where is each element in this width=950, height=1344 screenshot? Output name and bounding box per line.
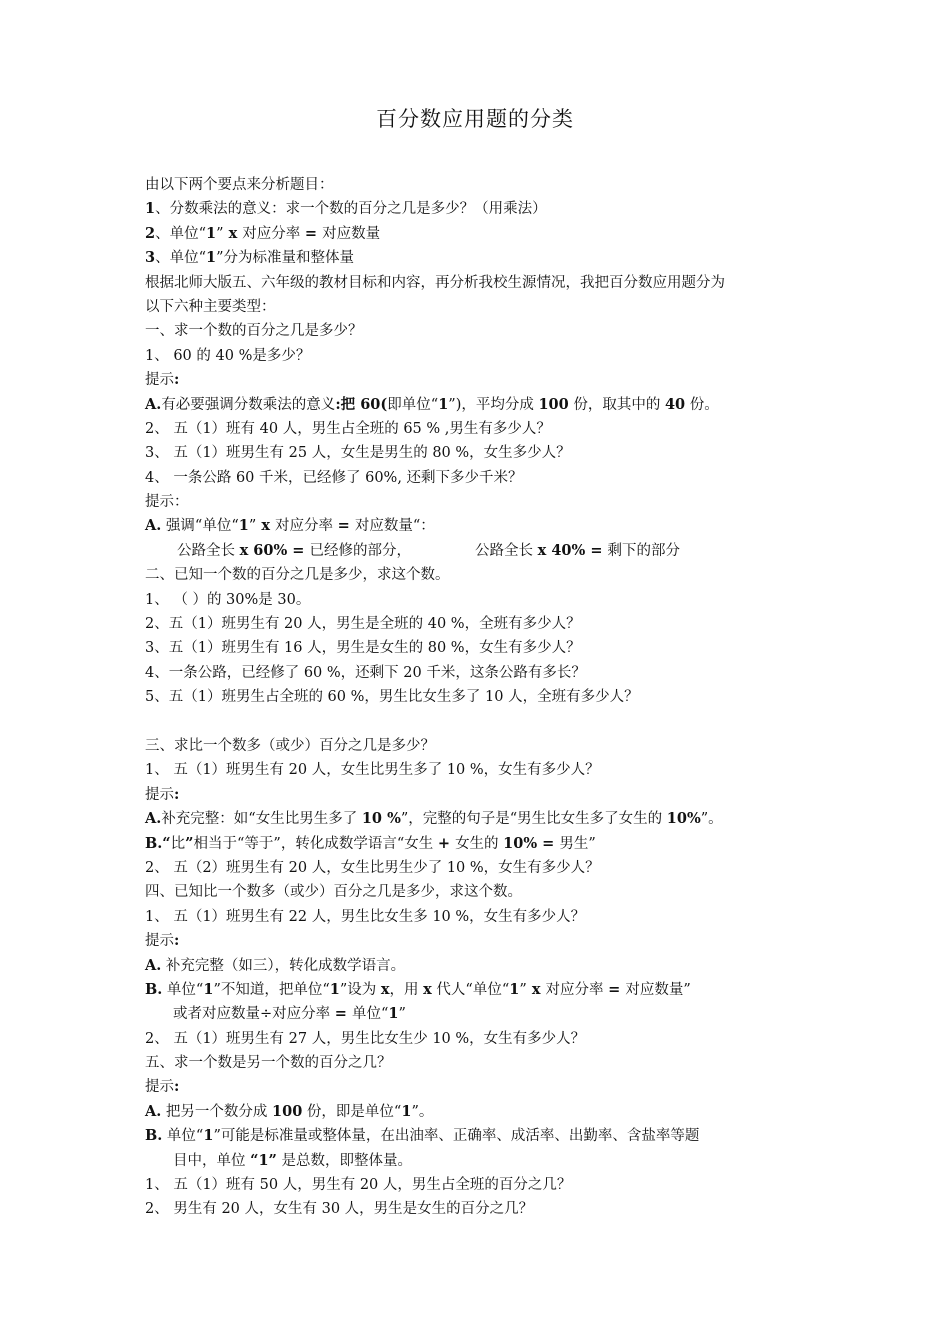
text-run: +: [437, 834, 456, 852]
text-run: B.“: [145, 834, 171, 852]
document-body: [145, 173, 825, 1222]
text-run: 1: [509, 980, 520, 998]
text-run: :把 60(: [335, 395, 388, 413]
text-run: =: [304, 224, 323, 242]
text-run: =: [334, 1005, 352, 1023]
text-run: ”。: [411, 1103, 434, 1120]
text-run: 、单位“: [155, 225, 207, 242]
text-run: 1: [206, 224, 217, 242]
key-point-2: [145, 222, 825, 246]
section-1-heading: 一、求一个数的百分之几是多少？: [145, 323, 363, 340]
s5-tip-b: [145, 1124, 825, 1148]
s1-question-4: 4、 一条公路 60 千米，已经修了 60%, 还剩下多少千米？: [145, 469, 523, 486]
text-run: 100: [272, 1102, 303, 1120]
text-run: x 60% =: [239, 541, 310, 559]
text-run: 有必要强调分数乘法的意义: [161, 396, 336, 413]
text-run: 把另一个数分成: [161, 1103, 273, 1120]
s1-road-formula: [145, 539, 825, 563]
text-run: A.: [145, 810, 162, 828]
text-run: 剩下的部分: [607, 542, 681, 559]
text-run: 公路全长: [177, 542, 240, 559]
text-run: 10%: [666, 810, 701, 828]
text-run: A.: [145, 395, 162, 413]
text-run: 对应分率: [275, 518, 338, 535]
text-run: ”设为: [339, 981, 381, 998]
s1-tip-emphasis: [145, 514, 825, 538]
text-run: 补充完整：如“女生比男生多了: [161, 811, 362, 828]
text-run: ”。: [700, 811, 723, 828]
section-2-heading: 二、已知一个数的百分之几是多少，求这个数。: [145, 567, 450, 584]
point-number: 3: [145, 249, 156, 267]
text-run: ”可能是标准量或整体量，在出油率、正确率、成活率、出勤率、含盐率等题: [213, 1128, 700, 1145]
text-run: :: [174, 1078, 180, 1096]
text-run: =: [337, 517, 355, 535]
text-run: ”: [398, 1006, 406, 1023]
page-title: 百分数应用题的分类: [376, 107, 574, 131]
text-run: 已经修的部分，: [309, 542, 412, 559]
text-run: =: [608, 980, 626, 998]
s3-hint-label: [145, 783, 825, 807]
key-point-3: [145, 246, 825, 270]
basis-line-1: 根据北师大版五、六年级的教材目标和内容，再分析我校生源情况，我把百分数应用题分为: [145, 274, 725, 291]
s3-question-2: 2、 五（2）班男生有 20 人，女生比男生少了 10 %，女生有多少人？: [145, 859, 600, 876]
text-run: 相当于“等于”，转化成数学语言“女生: [193, 835, 438, 852]
text-run: 提示: [145, 1079, 174, 1096]
text-run: 1: [238, 517, 249, 535]
text-run: ”: [185, 834, 194, 852]
text-run: B.: [145, 980, 163, 998]
text-run: 或者对应数量÷对应分率: [173, 1006, 335, 1023]
text-run: 1: [438, 395, 449, 413]
text-run: 比: [170, 835, 186, 852]
section-4-heading: 四、已知比一个数多（或少）百分之几是多少，求这个数。: [145, 884, 522, 901]
text-run: 份，取其中的: [568, 396, 665, 413]
text-run: 女生的: [455, 835, 504, 852]
text-run: x 40% =: [537, 541, 608, 559]
s2-question-4: 4、一条公路，已经修了 60 %，还剩下 20 千米，这条公路有多长？: [145, 664, 586, 681]
key-point-1: [145, 197, 825, 221]
s1-tip-a: [145, 393, 825, 417]
text-run: A.: [145, 1102, 162, 1120]
text-run: ”分为标准量和整体量: [216, 250, 355, 267]
s3-tip-b: [145, 832, 825, 856]
text-run: ，用: [389, 981, 424, 998]
text-run: ”: [248, 518, 257, 535]
section-5-heading: 五、求一个数是另一个数的百分之几？: [145, 1055, 392, 1072]
text-run: :: [174, 785, 180, 803]
text-run: 单位“: [162, 1128, 204, 1145]
text-run: 补充完整（如三），转化成数学语言。: [161, 957, 406, 974]
s1-hint-label: [145, 368, 825, 392]
s4-question-2: 2、 五（1）班男生有 27 人，男生比女生少 10 %，女生有多少人？: [145, 1030, 586, 1047]
text-run: 10 %: [361, 810, 401, 828]
s1-question-1: 1、 60 的 40 %是多少？: [145, 347, 311, 364]
text-run: 是总数，即整体量。: [276, 1152, 412, 1169]
text-run: 对应分率: [242, 225, 305, 242]
s2-question-2: 2、五（1）班男生有 20 人，男生是全班的 40 %，全班有多少人？: [145, 616, 581, 633]
s4-tip-a: [145, 954, 825, 978]
text-run: 对应数量”: [625, 981, 691, 998]
point-text: 、分数乘法的意义：求一个数的百分之几是多少？（用乘法）: [155, 201, 547, 218]
s4-tip-b-continued: [145, 1002, 825, 1026]
s1-hint-label-2: 提示：: [145, 494, 189, 511]
point-number: 2: [145, 224, 156, 242]
text-run: 1: [203, 1127, 214, 1145]
text-run: 强调“单位“: [161, 518, 239, 535]
text-run: 份，即是单位“: [302, 1103, 402, 1120]
s2-question-5: 5、五（1）班男生占全班的 60 %，男生比女生多了 10 人，全班有多少人？: [145, 689, 639, 706]
text-run: 提示: [145, 786, 174, 803]
text-run: ”: [216, 225, 224, 242]
text-run: 男生”: [559, 835, 596, 852]
basis-line-2: 以下六种主要类型：: [145, 298, 276, 315]
text-run: A.: [145, 517, 162, 535]
text-run: 40: [664, 395, 686, 413]
text-run: 提示: [145, 372, 174, 389]
s5-hint-label: [145, 1075, 825, 1099]
text-run: :: [174, 932, 180, 950]
text-run: 公路全长: [475, 542, 538, 559]
s3-tip-a: [145, 807, 825, 831]
text-run: 对应数量“：: [354, 518, 435, 535]
s1-question-2: 2、 五（1）班有 40 人，男生占全班的 65 % ,男生有多少人？: [145, 420, 551, 437]
text-run: 对应数量: [322, 225, 381, 242]
text-run: 10% =: [503, 834, 560, 852]
text-run: x: [423, 980, 432, 998]
text-run: 1: [388, 1005, 399, 1023]
point-number: 1: [145, 200, 156, 218]
text-run: “1”: [250, 1151, 277, 1169]
s2-question-3: 3、五（1）班男生有 16 人，男生是女生的 80 %，女生有多少人？: [145, 640, 581, 657]
text-run: 1: [203, 980, 214, 998]
text-run: 份。: [685, 396, 719, 413]
text-run: ”: [519, 981, 527, 998]
text-run: x: [256, 517, 276, 535]
text-run: 单位“: [351, 1006, 389, 1023]
text-run: x: [526, 980, 546, 998]
text-run: ”，完整的句子是“男生比女生多了女生的: [400, 811, 667, 828]
s4-tip-b: [145, 978, 825, 1002]
text-run: :: [174, 371, 180, 389]
text-run: x: [380, 980, 390, 998]
s4-question-1: 1、 五（1）班男生有 22 人，男生比女生多 10 %，女生有多少人？: [145, 908, 586, 925]
text-run: 1: [206, 249, 217, 267]
s1-question-3: 3、 五（1）班男生有 25 人，女生是男生的 80 %，女生多少人？: [145, 445, 571, 462]
text-run: 100: [538, 395, 569, 413]
text-run: ”)，平均分成: [448, 396, 539, 413]
text-run: 目中，单位: [173, 1152, 251, 1169]
text-run: 即单位“: [387, 396, 439, 413]
text-run: 、单位“: [155, 250, 207, 267]
s2-question-1: 1、 （ ）的 30%是 30。: [145, 591, 311, 608]
s3-question-1: 1、 五（1）班男生有 20 人，女生比男生多了 10 %，女生有多少人？: [145, 762, 600, 779]
text-run: B.: [145, 1127, 163, 1145]
text-run: 提示: [145, 933, 174, 950]
text-run: A.: [145, 956, 162, 974]
text-run: x: [223, 224, 243, 242]
text-run: 代人“单位“: [431, 981, 510, 998]
s5-tip-a: [145, 1100, 825, 1124]
intro-lead: 由以下两个要点来分析题目：: [145, 177, 334, 193]
s4-hint-label: [145, 929, 825, 953]
section-3-heading: 三、求比一个数多（或少）百分之几是多少？: [145, 737, 435, 754]
s5-question-2: 2、 男生有 20 人，女生有 30 人，男生是女生的百分之几？: [145, 1201, 534, 1218]
text-run: 对应分率: [545, 981, 609, 998]
s5-question-1: 1、 五（1）班有 50 人，男生有 20 人，男生占全班的百分之几？: [145, 1177, 572, 1194]
text-run: ”不知道，把单位“: [213, 981, 330, 998]
blank-line: [145, 710, 825, 734]
s5-tip-b-continued: [145, 1149, 825, 1173]
text-run: 单位“: [162, 981, 204, 998]
text-run: 1: [329, 980, 340, 998]
text-run: 1: [401, 1102, 412, 1120]
